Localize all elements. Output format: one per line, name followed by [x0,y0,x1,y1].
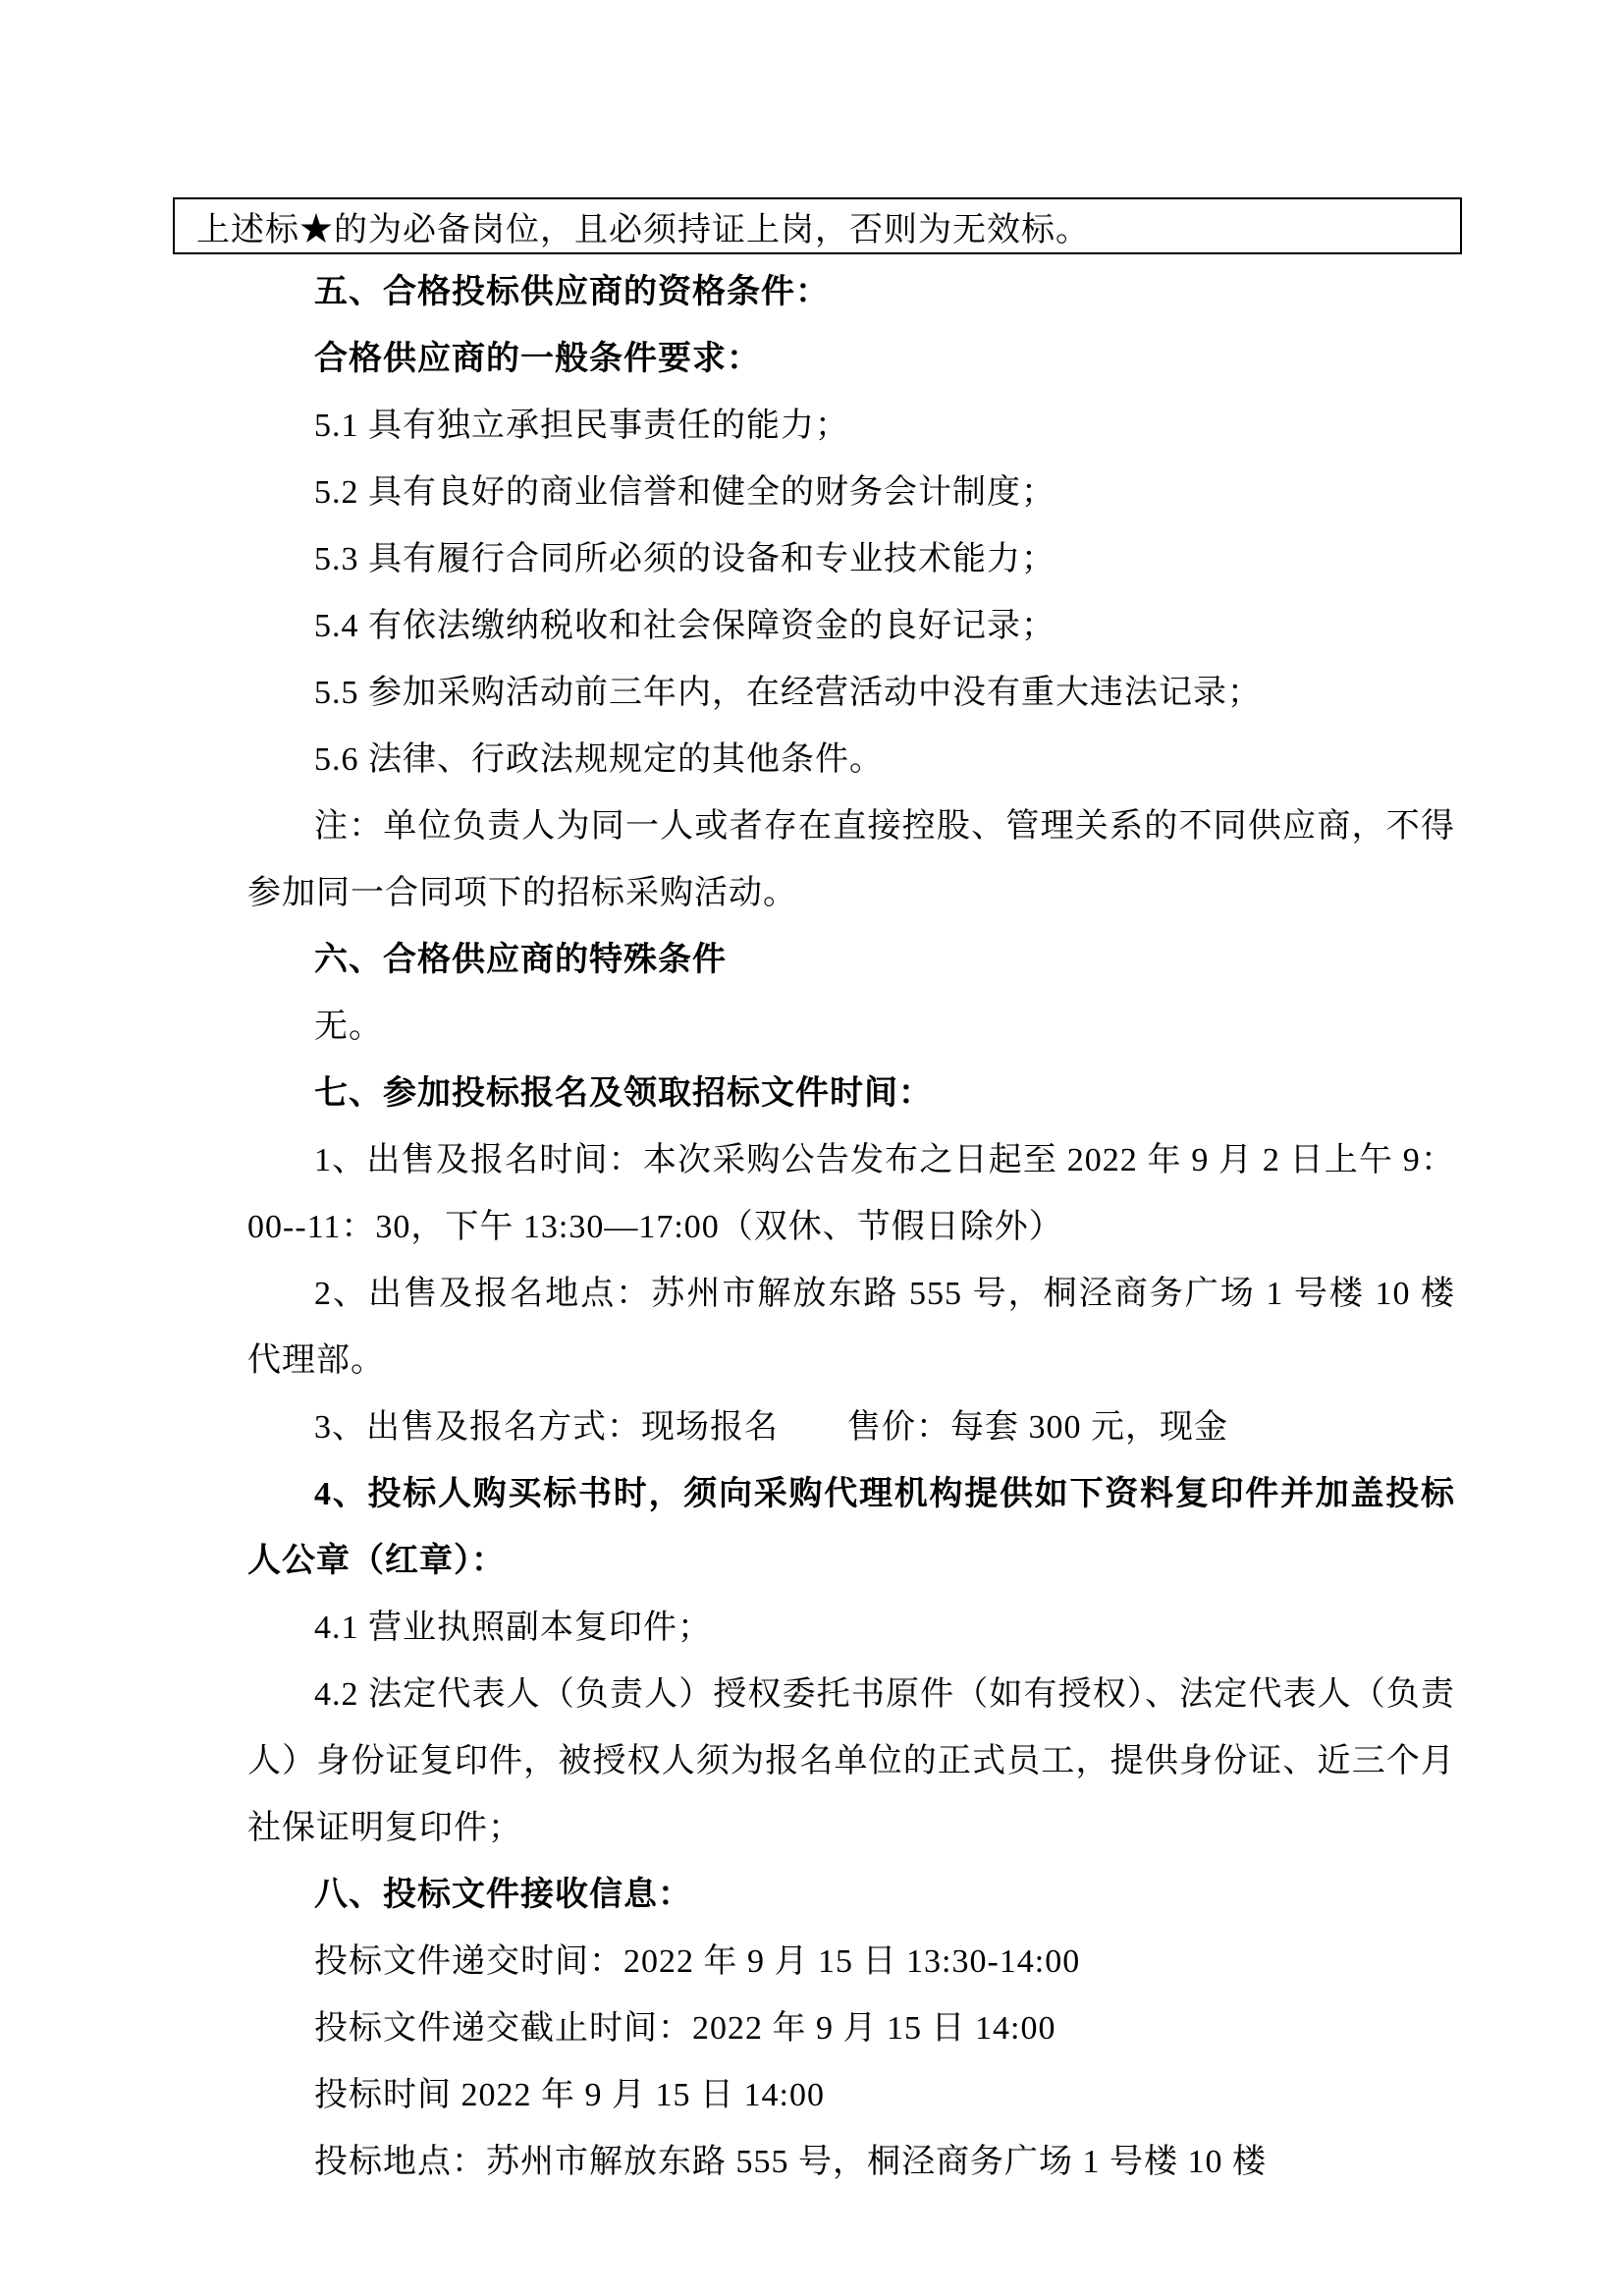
paragraph: 5.2 具有良好的商业信誉和健全的财务会计制度； [314,474,1055,511]
paragraph: 5.6 法律、行政法规规定的其他条件。 [314,741,884,778]
paragraph: 5.3 具有履行合同所必须的设备和专业技术能力； [314,541,1055,577]
paragraph: 4.2 法定代表人（负责人）授权委托书原件（如有授权）、法定代表人（负责人）身份证复印件，被授权人须为报名单位的正式员工，提供身份证、近三个月社保证明复印件； [247,1676,1455,1846]
section-heading: 八、投标文件接收信息： [314,1877,692,1913]
notice-text: 上述标★的为必备岗位，且必须持证上岗，否则为无效标。 [196,211,1090,248]
paragraph: 5.4 有依法缴纳税收和社会保障资金的良好记录； [314,608,1055,644]
paragraph: 5.5 参加采购活动前三年内，在经营活动中没有重大违法记录； [314,675,1262,711]
paragraph: 注：单位负责人为同一人或者存在直接控股、管理关系的不同供应商，不得参加同一合同项下的招标采购活动。 [247,808,1455,911]
paragraph: 3、出售及报名方式：现场报名 售价：每套 300 元，现金 [314,1409,1228,1446]
paragraph: 投标地点：苏州市解放东路 555 号，桐泾商务广场 1 号楼 10 楼 [314,2144,1267,2180]
section-heading: 4、投标人购买标书时，须向采购代理机构提供如下资料复印件并加盖投标人公章（红章）： [247,1476,1455,1579]
section-heading: 七、参加投标报名及领取招标文件时间： [314,1075,933,1112]
paragraph: 投标时间 2022 年 9 月 15 日 14:00 [314,2077,825,2113]
section-heading: 六、合格供应商的特殊条件 [314,942,727,978]
notice-box [173,197,1462,254]
section-heading: 五、合格投标供应商的资格条件： [314,274,830,310]
paragraph: 4.1 营业执照副本复印件； [314,1610,712,1646]
paragraph: 投标文件递交时间：2022 年 9 月 15 日 13:30-14:00 [314,1943,1081,1980]
paragraph: 2、出售及报名地点：苏州市解放东路 555 号，桐泾商务广场 1 号楼 10 楼代理部。 [247,1276,1455,1379]
paragraph: 无。 [314,1009,383,1045]
document-body [247,259,1455,2196]
section-heading: 合格供应商的一般条件要求： [314,341,761,377]
paragraph: 投标文件递交截止时间：2022 年 9 月 15 日 14:00 [314,2010,1056,2047]
paragraph: 1、出售及报名时间：本次采购公告发布之日起至 2022 年 9 月 2 日上午 9：00--11：30，下午 13:30—17:00（双休、节假日除外） [247,1142,1455,1245]
paragraph: 5.1 具有独立承担民事责任的能力； [314,408,849,444]
